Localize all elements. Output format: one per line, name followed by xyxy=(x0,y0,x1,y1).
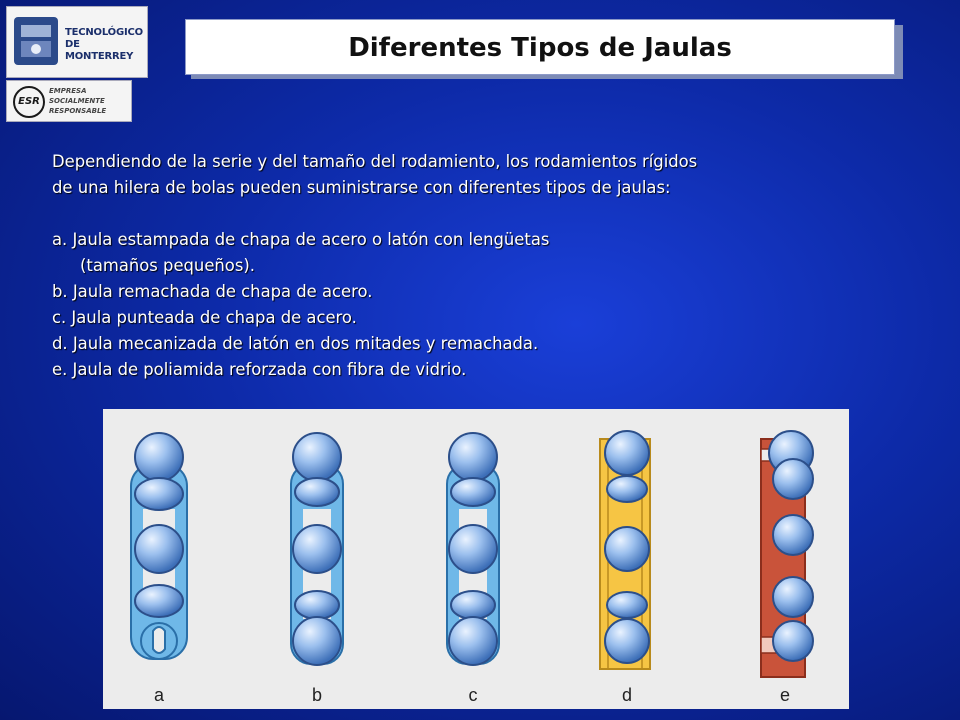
item-b: b. Jaula remachada de chapa de acero. xyxy=(52,282,373,301)
cage-b xyxy=(291,433,343,665)
intro-line-2: de una hilera de bolas pueden suministrarse con diferentes tipos de jaulas: xyxy=(52,178,671,197)
cage-types-illustration xyxy=(103,409,849,709)
intro-line-1: Dependiendo de la serie y del tamaño del rodamiento, los rodamientos rígidos xyxy=(52,152,698,171)
figure-label-a: a xyxy=(153,685,165,705)
item-e: e. Jaula de poliamida reforzada con fibra de vidrio. xyxy=(52,360,467,379)
figure-label-b: b xyxy=(311,685,323,705)
tec-crest-icon xyxy=(11,15,61,67)
item-c: c. Jaula punteada de chapa de acero. xyxy=(52,308,357,327)
esr-logo xyxy=(6,80,132,122)
body-text xyxy=(52,149,932,383)
item-d: d. Jaula mecanizada de latón en dos mitades y remachada. xyxy=(52,334,539,353)
cage-c xyxy=(447,433,499,665)
esr-line-3: RESPONSABLE xyxy=(49,107,107,115)
cage-types-figure xyxy=(103,409,849,709)
item-a-line-1: a. Jaula estampada de chapa de acero o latón con lengüetas xyxy=(52,230,550,249)
figure-label-e: e xyxy=(779,685,791,705)
item-a-line-2: (tamaños pequeños). xyxy=(80,256,255,275)
cage-a xyxy=(131,433,187,659)
slide-title: Diferentes Tipos de Jaulas xyxy=(185,19,895,75)
cage-d xyxy=(600,431,650,669)
esr-line-2: SOCIALMENTE xyxy=(49,97,105,105)
tec-monterrey-logo xyxy=(6,6,148,78)
figure-label-c: c xyxy=(468,685,478,705)
esr-line-1: EMPRESA xyxy=(49,87,87,95)
logo-line-2: DE MONTERREY xyxy=(65,39,134,62)
figure-label-d: d xyxy=(621,685,633,705)
esr-mark: ESR xyxy=(13,86,45,118)
cage-e xyxy=(761,431,813,677)
logo-line-1: TECNOLÓGICO xyxy=(65,27,143,38)
